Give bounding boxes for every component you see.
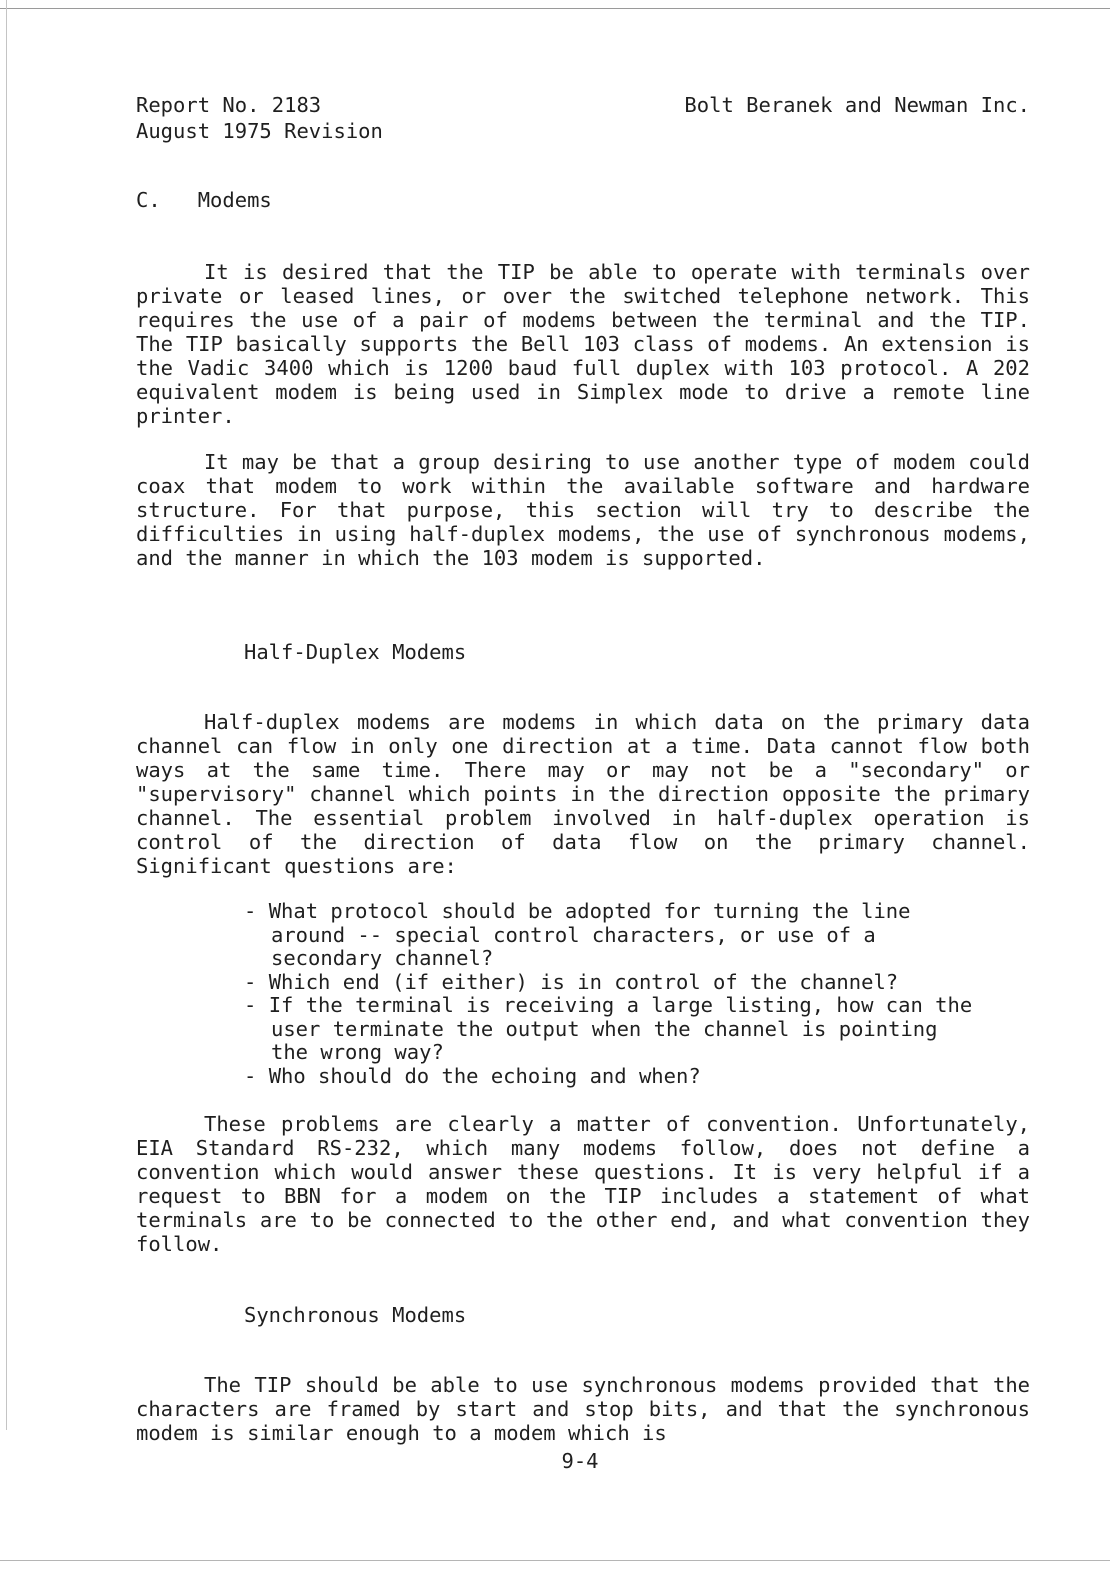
scope-paragraph: It may be that a group desiring to use another type of modem could coax that modem to work within the available software and hardware structure. For that purpose, this section will try to describe the difficulties in using half-duplex modems, the use of synchronous modems, and the manner in which the 103 modem is supported. [136,450,1030,570]
section-title: C. Modems [136,188,272,212]
half-duplex-heading: Half-Duplex Modems [244,640,467,664]
scan-edge-top [0,8,1110,9]
list-item: - Which end (if either) is in control of the channel? [244,971,984,995]
synchronous-paragraph: The TIP should be able to use synchronous modems provided that the characters are framed by start and stop bits, and that the synchronous modem is similar enough to a modem which is [136,1373,1030,1445]
report-number: Report No. 2183 [136,93,322,117]
list-item: - Who should do the echoing and when? [244,1065,984,1089]
convention-paragraph: These problems are clearly a matter of convention. Unfortunately, EIA Standard RS-232, which many modems follow, does not define a convention which would answer these questions. It is very helpful if a request to BBN for a modem on the TIP includes a statement of what terminals are to be connected to the other end, and what convention they follow. [136,1112,1030,1256]
report-revision: August 1975 Revision [136,119,383,143]
company-name: Bolt Beranek and Newman Inc. [684,93,1030,117]
scan-edge-left [6,0,7,1430]
report-header-left [136,92,383,144]
list-item: - What protocol should be adopted for turning the line around -- special control characters, or use of a secondary channel? [244,900,984,971]
intro-paragraph: It is desired that the TIP be able to operate with terminals over private or leased lines, or over the switched telephone network. This requires the use of a pair of modems between the terminal and the TIP. The TIP basically supports the Bell 103 class of modems. An extension is the Vadic 3400 which is 1200 baud full duplex with 103 protocol. A 202 equivalent modem is being used in Simplex mode to drive a remote line printer. [136,260,1030,428]
list-item: - If the terminal is receiving a large listing, how can the user terminate the output when the channel is pointing the wrong way? [244,994,984,1065]
synchronous-heading: Synchronous Modems [244,1303,467,1327]
half-duplex-paragraph: Half-duplex modems are modems in which data on the primary data channel can flow in only one direction at a time. Data cannot flow both ways at the same time. There may or may not be a "secondary" or "supervisory" channel which points in the direction opposite the primary channel. The essential problem involved in half-duplex operation is control of the direction of data flow on the primary channel. Significant questions are: [136,710,1030,878]
question-list [244,900,984,1088]
scan-edge-bottom [0,1560,1110,1561]
page-number: 9-4 [561,1449,599,1473]
